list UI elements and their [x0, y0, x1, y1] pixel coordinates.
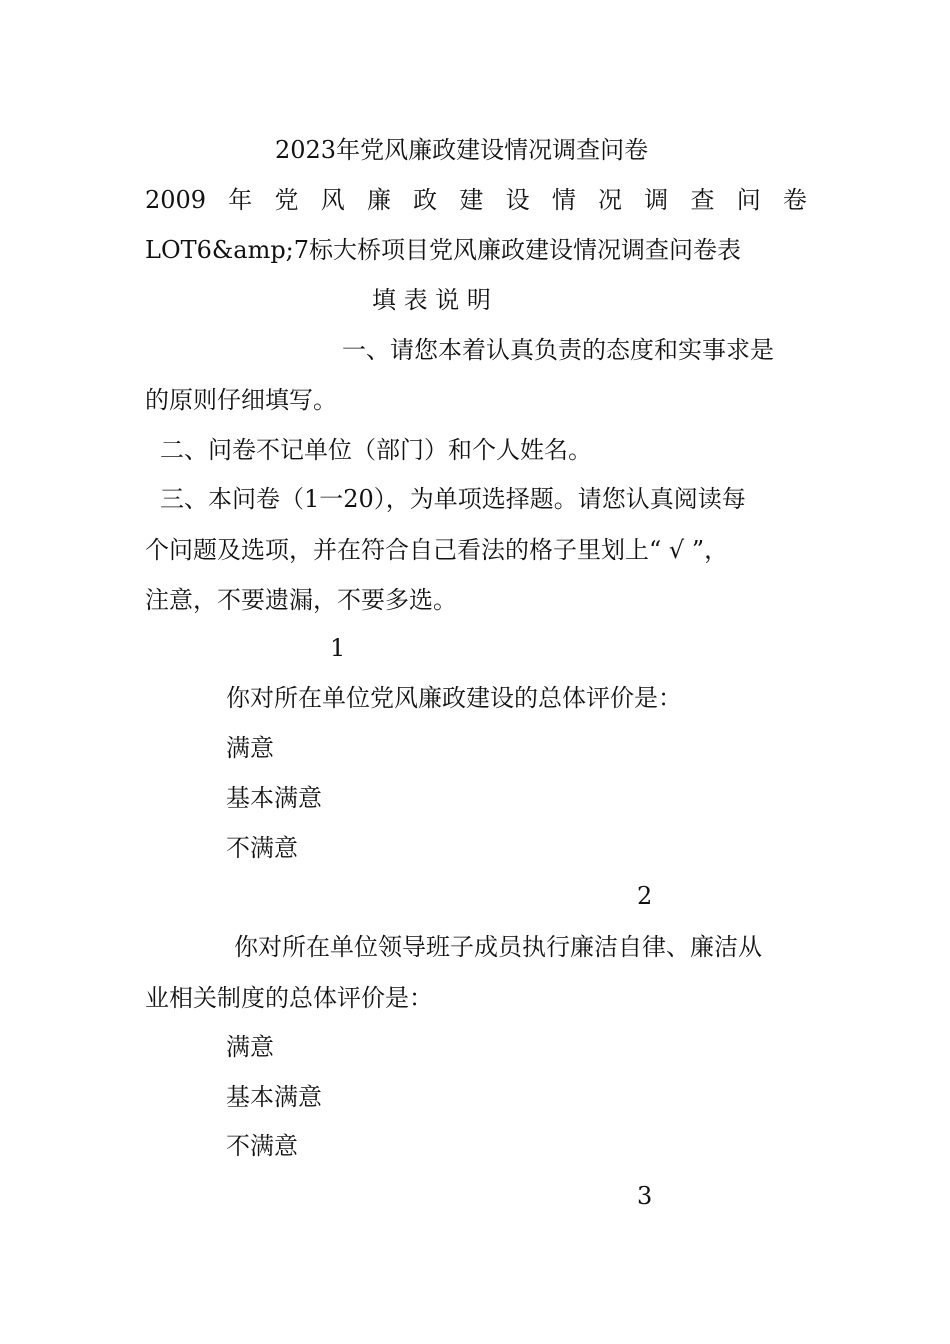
- subtitle-char: 卷: [782, 186, 807, 214]
- instruction-3-line-3: 注意，不要遗漏，不要多选。: [145, 586, 457, 614]
- subtitle-char: 建: [459, 186, 484, 214]
- question-text: 你对所在单位党风廉政建设的总体评价是：: [226, 684, 682, 712]
- subtitle-char: 党: [274, 186, 299, 214]
- subtitle-char: 问: [736, 186, 761, 214]
- question-option: 满意: [226, 1033, 274, 1061]
- subtitle-char: 风: [320, 186, 345, 214]
- document-title: 2023年党风廉政建设情况调查问卷: [275, 136, 649, 164]
- question-text-continued: 业相关制度的总体评价是：: [145, 984, 433, 1012]
- instructions-heading: 填 表 说 明: [372, 286, 491, 314]
- question-option: 基本满意: [226, 784, 322, 812]
- instruction-3-line-2: 个问题及选项，并在符合自己看法的格子里划上“ √ ”，: [145, 536, 729, 564]
- subtitle-char: 况: [598, 186, 623, 214]
- instruction-1-line-2: 的原则仔细填写。: [145, 386, 337, 414]
- question-option: 满意: [226, 734, 274, 762]
- subtitle-char: 年: [228, 186, 253, 214]
- question-option: 基本满意: [226, 1083, 322, 1111]
- instruction-1-line-1: 一、请您本着认真负责的态度和实事求是: [342, 336, 774, 364]
- question-text: 你对所在单位领导班子成员执行廉洁自律、廉洁从: [234, 933, 762, 961]
- instruction-3-line-1: 三、本问卷（1一20），为单项选择题。请您认真阅读每: [160, 485, 746, 513]
- question-number: 2: [637, 882, 653, 910]
- subtitle-char: 廉: [366, 186, 391, 214]
- document-subtitle: [145, 185, 807, 215]
- subtitle-char: 调: [644, 186, 669, 214]
- question-number: 3: [637, 1182, 653, 1210]
- question-option: 不满意: [226, 1132, 298, 1160]
- subtitle-char: 设: [505, 186, 530, 214]
- question-option: 不满意: [226, 834, 298, 862]
- subtitle-char: 2009: [145, 186, 207, 214]
- instruction-2: 二、问卷不记单位（部门）和个人姓名。: [160, 436, 592, 464]
- subtitle-char: 查: [690, 186, 715, 214]
- document-subtitle-2: LOT6&amp;7标大桥项目党风廉政建设情况调查问卷表: [145, 236, 742, 264]
- subtitle-char: 政: [413, 186, 438, 214]
- question-number: 1: [330, 634, 346, 662]
- subtitle-char: 情: [551, 186, 576, 214]
